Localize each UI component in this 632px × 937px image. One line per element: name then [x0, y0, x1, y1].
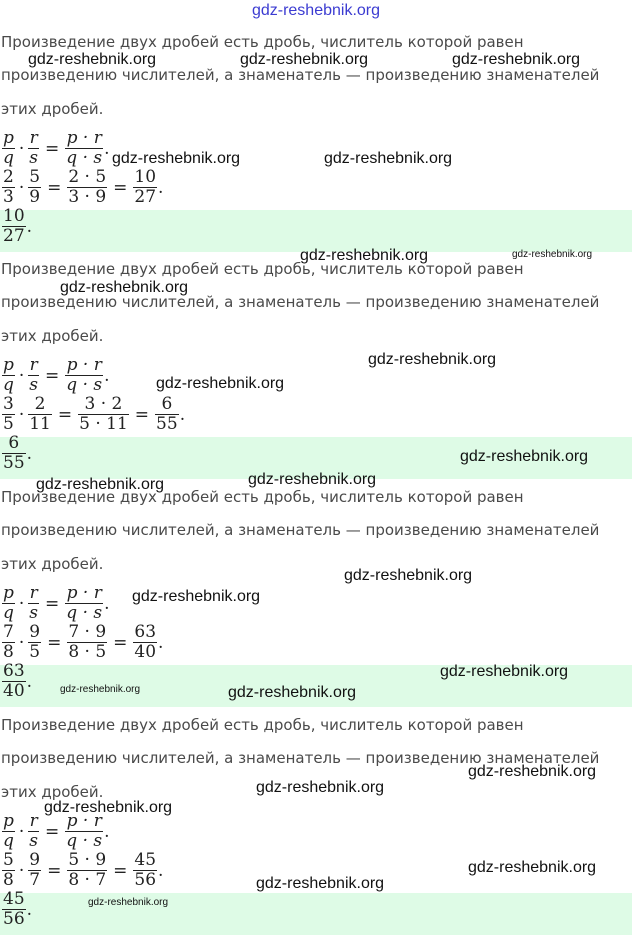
- rule-line-2: произведению числителей, а знаменатель — произведению знаменателей: [1, 749, 600, 767]
- watermark: gdz-reshebnik.org: [324, 150, 453, 167]
- task-equation: $\frac{7}{8}$ · $\frac{9}{5}$ = $\frac{7 \cdot 9}{8 \cdot 5}$ = $\frac{63}{40}$ .: [3, 622, 164, 662]
- watermark: gdz-reshebnik.org: [256, 779, 385, 796]
- fraction-pr-qs: $\frac{p \cdot r}{q \cdot s}$: [66, 128, 103, 168]
- watermark: gdz-reshebnik.org: [60, 684, 141, 695]
- answer: $\frac{6}{55}$ .: [3, 433, 33, 473]
- site-watermark-header: gdz-reshebnik.org: [251, 2, 381, 19]
- watermark: gdz-reshebnik.org: [440, 663, 569, 680]
- watermark: gdz-reshebnik.org: [256, 875, 385, 892]
- watermark: gdz-reshebnik.org: [460, 448, 589, 465]
- watermark: gdz-reshebnik.org: [132, 588, 261, 605]
- rule-line-1: Произведение двух дробей есть дробь, числитель которой равен: [1, 488, 524, 506]
- task-equation: $\frac{5}{8}$ · $\frac{9}{7}$ = $\frac{5 \cdot 9}{8 \cdot 7}$ = $\frac{45}{56}$ .: [3, 850, 164, 890]
- watermark: gdz-reshebnik.org: [368, 351, 497, 368]
- watermark: gdz-reshebnik.org: [248, 471, 377, 488]
- rule-line-2: произведению числителей, а знаменатель — произведению знаменателей: [1, 521, 600, 539]
- watermark: gdz-reshebnik.org: [468, 859, 597, 876]
- watermark: gdz-reshebnik.org: [112, 150, 241, 167]
- fraction-r-s: $\frac{r}{s}$: [29, 128, 39, 168]
- watermark: gdz-reshebnik.org: [88, 897, 169, 908]
- watermark: gdz-reshebnik.org: [60, 279, 189, 296]
- general-formula: $\frac{p}{q}$ · $\frac{r}{s}$ = $\frac{p \cdot r}{q \cdot s}$ .: [3, 128, 110, 168]
- watermark: gdz-reshebnik.org: [156, 375, 285, 392]
- watermark: gdz-reshebnik.org: [300, 247, 429, 264]
- rule-line-1: Произведение двух дробей есть дробь, числитель которой равен: [1, 716, 524, 734]
- watermark: gdz-reshebnik.org: [512, 249, 593, 260]
- rule-line-3: этих дробей.: [1, 327, 104, 345]
- watermark: gdz-reshebnik.org: [28, 51, 157, 68]
- general-formula: $\frac{p}{q}$ · $\frac{r}{s}$ = $\frac{p \cdot r}{q \cdot s}$ .: [3, 355, 110, 395]
- watermark: gdz-reshebnik.org: [452, 51, 581, 68]
- general-formula: $\frac{p}{q}$ · $\frac{r}{s}$ = $\frac{p \cdot r}{q \cdot s}$ .: [3, 583, 110, 623]
- rule-line-3: этих дробей.: [1, 555, 104, 573]
- rule-line-2: произведению числителей, а знаменатель — произведению знаменателей: [1, 293, 600, 311]
- task-equation: $\frac{3}{5}$ · $\frac{2}{11}$ = $\frac{3 \cdot 2}{5 \cdot 11}$ = $\frac{6}{55}$ .: [3, 394, 186, 434]
- answer: $\frac{10}{27}$ .: [3, 206, 33, 246]
- watermark: gdz-reshebnik.org: [344, 567, 473, 584]
- rule-line-3: этих дробей.: [1, 100, 104, 118]
- rule-line-1: Произведение двух дробей есть дробь, числитель которой равен: [1, 260, 524, 278]
- watermark: gdz-reshebnik.org: [468, 763, 597, 780]
- watermark: gdz-reshebnik.org: [44, 799, 173, 816]
- rule-line-1: Произведение двух дробей есть дробь, числитель которой равен: [1, 33, 524, 51]
- fraction-p-q: $\frac{p}{q}$: [3, 128, 14, 168]
- watermark: gdz-reshebnik.org: [228, 684, 357, 701]
- answer: $\frac{45}{56}$ .: [3, 889, 33, 929]
- answer-highlight: [0, 206, 632, 252]
- rule-line-3: этих дробей.: [1, 783, 104, 801]
- general-formula: $\frac{p}{q}$ · $\frac{r}{s}$ = $\frac{p \cdot r}{q \cdot s}$ .: [3, 811, 110, 851]
- watermark: gdz-reshebnik.org: [240, 51, 369, 68]
- answer: $\frac{63}{40}$ .: [3, 661, 33, 701]
- task-equation: $\frac{2}{3}$ · $\frac{5}{9}$ = $\frac{2 \cdot 5}{3 \cdot 9}$ = $\frac{10}{27}$ .: [3, 167, 164, 207]
- rule-line-2: произведению числителей, а знаменатель — произведению знаменателей: [1, 66, 600, 84]
- watermark: gdz-reshebnik.org: [36, 476, 165, 493]
